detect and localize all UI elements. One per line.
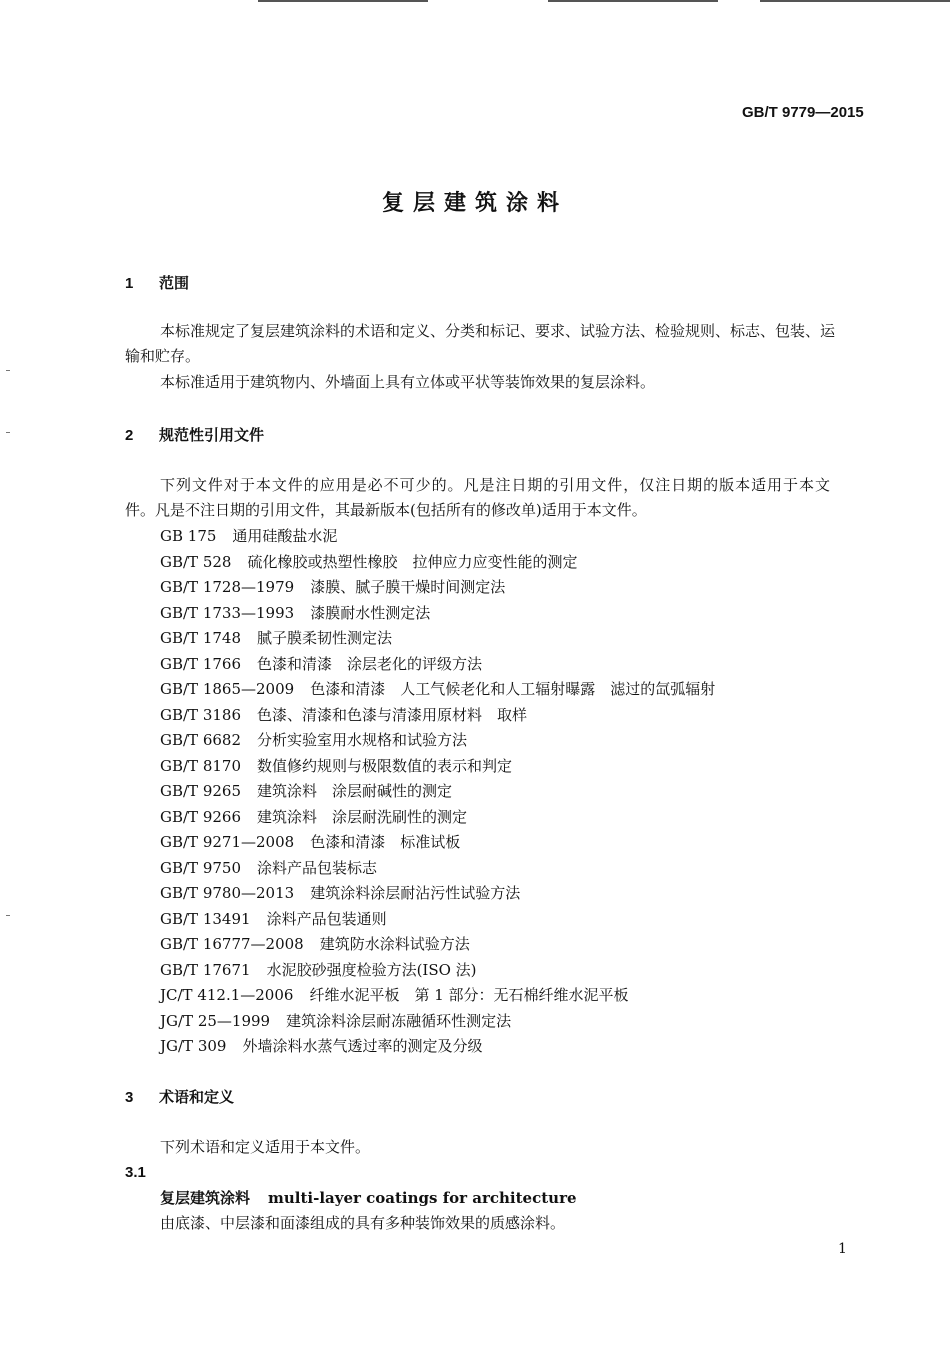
- reference-item: [160, 1012, 511, 1030]
- reference-code: GB/T 17671: [160, 960, 251, 979]
- reference-title: 通用硅酸盐水泥: [232, 527, 338, 545]
- reference-item: [160, 986, 629, 1004]
- reference-title: 色漆和清漆 涂层老化的评级方法: [257, 654, 483, 673]
- reference-title: 色漆和清漆 人工气候老化和人工辐射曝露 滤过的氙弧辐射: [310, 680, 716, 698]
- reference-title: 涂料产品包装通则: [266, 909, 387, 928]
- reference-item: [160, 604, 430, 622]
- term-chinese: 复层建筑涂料: [160, 1189, 251, 1207]
- reference-item: [160, 706, 527, 724]
- reference-title: 漆膜耐水性测定法: [310, 603, 431, 622]
- paragraph-line: 下列文件对于本文件的应用是必不可少的。凡是注日期的引用文件，仅注日期的版本适用于本文: [160, 476, 830, 494]
- section-title: 术语和定义: [159, 1088, 235, 1106]
- reference-title: 分析实验室用水规格和试验方法: [257, 731, 468, 749]
- reference-code: GB/T 9265: [160, 782, 242, 800]
- reference-item: [160, 655, 482, 673]
- paragraph: 下列术语和定义适用于本文件。: [160, 1138, 371, 1156]
- reference-code: JG/T 25—1999: [160, 1011, 271, 1030]
- term-english: multi-layer coatings for architecture: [268, 1189, 577, 1207]
- reference-item: [160, 782, 452, 800]
- reference-code: GB/T 9780—2013: [160, 884, 295, 902]
- reference-code: JG/T 309: [160, 1037, 227, 1055]
- paragraph: 本标准适用于建筑物内、外墙面上具有立体或平状等装饰效果的复层涂料。: [160, 373, 656, 391]
- reference-code: GB/T 9750: [160, 858, 242, 877]
- subsection-number: 3.1: [125, 1164, 146, 1181]
- section-title: 范围: [159, 274, 190, 292]
- reference-item: [160, 961, 477, 979]
- reference-item: [160, 553, 577, 571]
- reference-title: 建筑涂料 涂层耐洗刷性的测定: [257, 807, 468, 826]
- reference-item: [160, 884, 520, 902]
- reference-item: [160, 680, 715, 698]
- reference-title: 建筑涂料涂层耐沾污性试验方法: [310, 884, 521, 902]
- section-number: 3: [125, 1089, 134, 1106]
- reference-item: [160, 859, 377, 877]
- reference-title: 数值修约规则与极限数值的表示和判定: [257, 756, 513, 775]
- reference-code: GB/T 1865—2009: [160, 680, 295, 698]
- reference-code: GB/T 3186: [160, 705, 242, 724]
- reference-code: GB/T 1733—1993: [160, 603, 295, 622]
- reference-title: 建筑防水涂料试验方法: [319, 935, 470, 953]
- reference-code: GB/T 8170: [160, 756, 242, 775]
- reference-item: [160, 808, 467, 826]
- section-number: 1: [125, 275, 134, 292]
- section-number: 2: [125, 427, 134, 444]
- section-title: 规范性引用文件: [159, 426, 265, 444]
- reference-item: [160, 629, 392, 647]
- document-title: 复层建筑涂料: [381, 190, 568, 216]
- reference-title: 腻子膜柔韧性测定法: [257, 629, 393, 647]
- reference-title: 建筑涂料 涂层耐碱性的测定: [257, 782, 453, 800]
- reference-item: [160, 910, 387, 928]
- reference-item: [160, 935, 470, 953]
- term-entry: [160, 1189, 577, 1207]
- standard-number: GB/T 9779—2015: [742, 104, 864, 121]
- scan-mark: [6, 915, 10, 916]
- section-1-heading: [125, 274, 189, 293]
- section-3-heading: [125, 1088, 234, 1107]
- scan-mark: [6, 432, 10, 433]
- reference-item: [160, 1037, 482, 1055]
- reference-code: GB/T 528: [160, 552, 232, 571]
- scan-edge-line: [258, 0, 428, 2]
- reference-title: 水泥胶砂强度检验方法(ISO 法): [266, 960, 477, 979]
- paragraph-line: 输和贮存。: [125, 347, 201, 365]
- reference-code: GB 175: [160, 527, 217, 545]
- paragraph-line: 本标准规定了复层建筑涂料的术语和定义、分类和标记、要求、试验方法、检验规则、标志、包装、运: [160, 322, 836, 340]
- reference-title: 色漆、清漆和色漆与清漆用原材料 取样: [257, 705, 528, 724]
- scan-edge-line: [760, 0, 950, 2]
- section-2-heading: [125, 426, 264, 445]
- term-definition: 由底漆、中层漆和面漆组成的具有多种装饰效果的质感涂料。: [160, 1214, 566, 1232]
- reference-code: GB/T 9271—2008: [160, 833, 295, 851]
- paragraph-line: 件。凡是不注日期的引用文件，其最新版本(包括所有的修改单)适用于本文件。: [125, 501, 647, 519]
- reference-code: GB/T 1748: [160, 629, 242, 647]
- reference-code: JC/T 412.1—2006: [160, 986, 294, 1004]
- reference-code: GB/T 6682: [160, 731, 242, 749]
- reference-code: GB/T 1728—1979: [160, 578, 295, 596]
- reference-item: [160, 578, 505, 596]
- reference-item: [160, 757, 512, 775]
- reference-code: GB/T 16777—2008: [160, 935, 304, 953]
- reference-title: 建筑涂料涂层耐冻融循环性测定法: [286, 1011, 512, 1030]
- reference-title: 外墙涂料水蒸气透过率的测定及分级: [242, 1037, 483, 1055]
- reference-title: 纤维水泥平板 第 1 部分：无石棉纤维水泥平板: [309, 986, 629, 1004]
- scan-edge-line: [548, 0, 718, 2]
- reference-item: [160, 731, 467, 749]
- reference-title: 涂料产品包装标志: [257, 858, 378, 877]
- reference-item: [160, 527, 337, 545]
- reference-title: 漆膜、腻子膜干燥时间测定法: [310, 578, 506, 596]
- page-number: 1: [838, 1241, 847, 1257]
- reference-code: GB/T 13491: [160, 909, 251, 928]
- reference-code: GB/T 9266: [160, 807, 242, 826]
- scan-mark: [6, 370, 10, 371]
- reference-title: 色漆和清漆 标准试板: [310, 833, 461, 851]
- reference-code: GB/T 1766: [160, 654, 242, 673]
- reference-item: [160, 833, 460, 851]
- reference-title: 硫化橡胶或热塑性橡胶 拉伸应力应变性能的测定: [247, 552, 578, 571]
